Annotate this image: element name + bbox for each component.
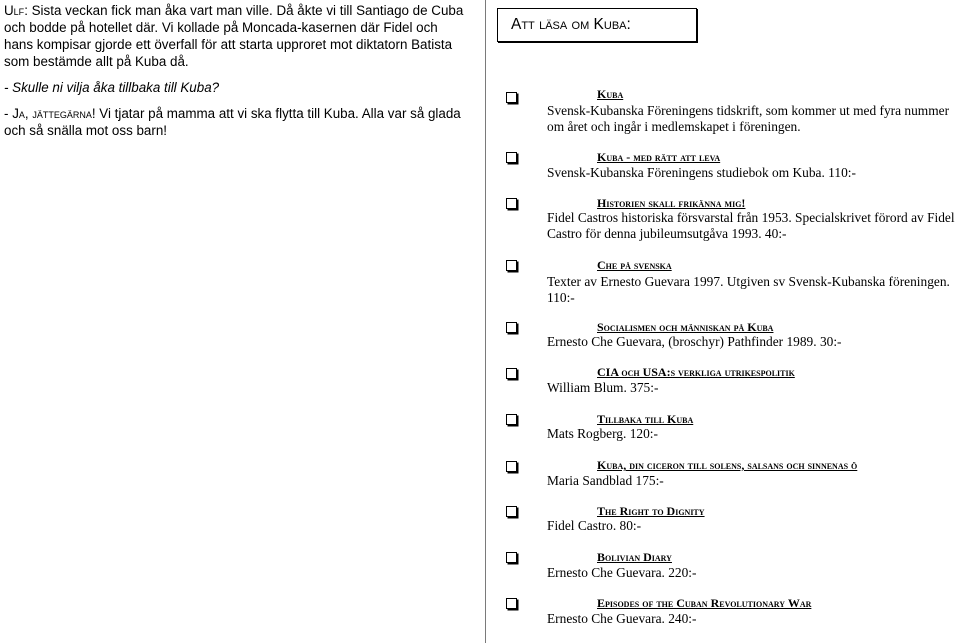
checkbox-bullet-icon [506,368,517,379]
paragraph-text: : Sista veckan fick man åka vart man ville. Då åkte vi till Santiago de Cuba och bodde på hotellet där. Vi kollade på Moncada-kasernen där Fidel och hans kompisar gjorde ett överfall för att starta upproret mot diktatorn Batista som bestämde allt på Kuba då. [4,3,464,69]
book-title: Kuba - med rätt att leva [597,150,721,164]
book-description: Maria Sandblad 175:- [547,473,664,488]
book-description: Fidel Castros historiska försvarstal från 1953. Specialskrivet förord av Fidel Castro för denna jubileumsutgåva 1993. 40:- [547,210,955,241]
book-title: Kuba [597,87,624,101]
column-divider [485,0,486,643]
book-title: Socialismen och människan på Kuba [597,320,774,334]
checkbox-bullet-icon [506,260,517,271]
book-description: Ernesto Che Guevara. 240:- [547,611,697,626]
checkbox-bullet-icon [506,92,517,103]
checkbox-bullet-icon [506,506,517,517]
paragraph-answer [4,105,470,139]
book-title: Bolivian Diary [597,550,672,564]
book-description: Svensk-Kubanska Föreningens tidskrift, som kommer ut med fyra nummer om året och ingår i medlemskapet i föreningen. [547,103,950,134]
book-title: Tillbaka till Kuba [597,412,694,426]
book-description: Ernesto Che Guevara, (broschyr) Pathfinder 1989. 30:- [547,334,842,349]
reading-list-heading: Att läsa om Kuba: [497,8,697,42]
paragraph-ulf [4,2,470,70]
speaker-name: Ulf [4,3,25,18]
book-title: Historien skall frikänna mig! [597,196,746,210]
answer-emphasis: Ja, jättegärna [12,106,92,121]
interview-text [4,2,470,148]
answer-dash: - [4,106,13,121]
book-title: Che på svenska [597,258,672,272]
checkbox-bullet-icon [506,598,517,609]
checkbox-bullet-icon [506,461,517,472]
checkbox-bullet-icon [506,322,517,333]
checkbox-bullet-icon [506,414,517,425]
answer-text: ! Vi tjatar på mamma att vi ska flytta till Kuba. Alla var så glada och så snälla mot oss barn! [4,106,461,138]
checkbox-bullet-icon [506,198,517,209]
interview-question: - Skulle ni vilja åka tillbaka till Kuba? [4,80,220,95]
book-title: Episodes of the Cuban Revolutionary War [597,596,812,610]
checkbox-bullet-icon [506,552,517,563]
book-description: Fidel Castro. 80:- [547,518,642,533]
book-description: Ernesto Che Guevara. 220:- [547,565,697,580]
book-description: William Blum. 375:- [547,380,659,395]
checkbox-bullet-icon [506,152,517,163]
book-description: Mats Rogberg. 120:- [547,426,658,441]
book-description: Texter av Ernesto Guevara 1997. Utgiven sv Svensk-Kubanska föreningen. 110:- [547,274,950,305]
book-title: The Right to Dignity [597,504,705,518]
book-description: Svensk-Kubanska Föreningens studiebok om Kuba. 110:- [547,165,856,180]
book-title: Kuba, din ciceron till solens, salsans och sinnenas ö [597,458,858,472]
book-title: CIA och USA:s verkliga utrikespolitik [597,365,795,379]
